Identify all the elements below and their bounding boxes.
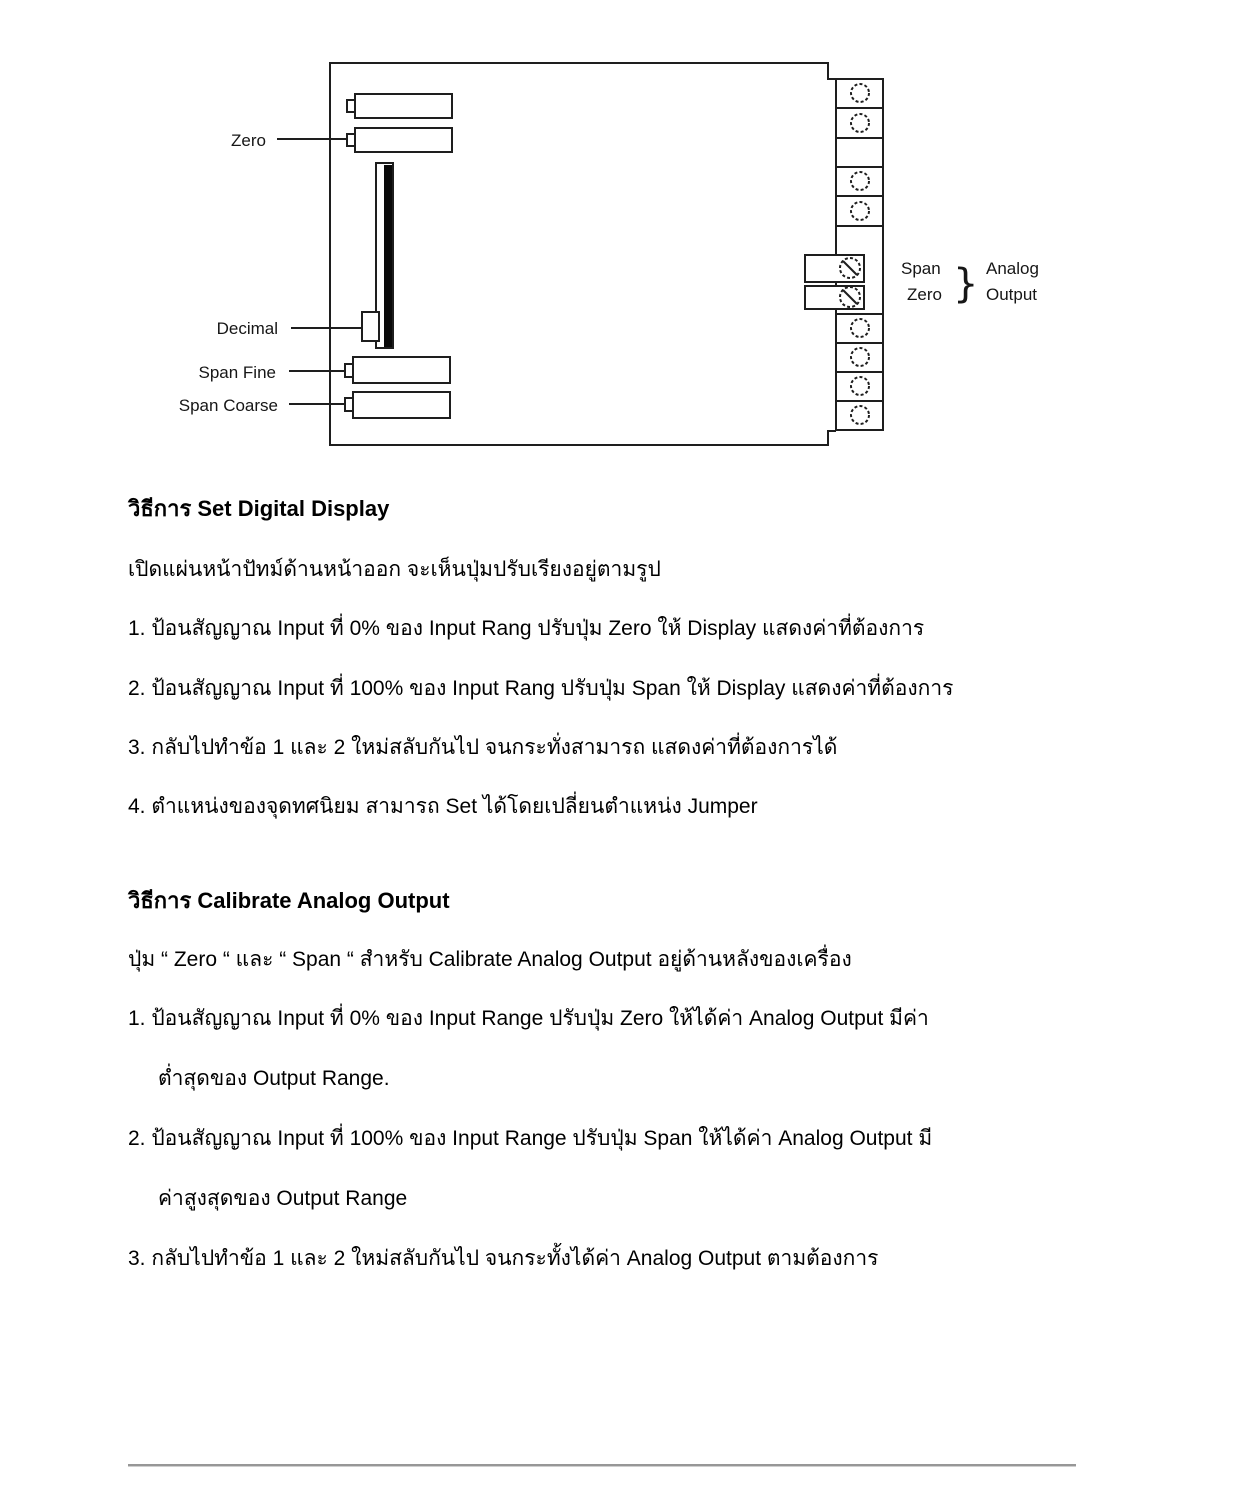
analog-output-pots (805, 255, 864, 309)
jumper-strip (362, 163, 393, 348)
footer-divider (128, 1464, 1076, 1467)
section1-item-2: 2. ป้อนสัญญาณ Input ที่ 100% ของ Input Rang ปรับปุ่ม Span ให้ Display แสดงค่าที่ต้องการ (128, 677, 954, 700)
decimal-label: Decimal (216, 319, 278, 338)
section1-heading: วิธีการ Set Digital Display (128, 496, 390, 521)
figure-labels (179, 131, 1039, 415)
board-outline (330, 63, 836, 445)
section1-intro: เปิดแผ่นหน้าปัทม์ด้านหน้าออก จะเห็นปุ่มปรับเรียงอยู่ตามรูป (128, 558, 661, 581)
zero-pot (355, 128, 452, 152)
span-fine-pot (353, 357, 450, 383)
section2-item-2: 2. ป้อนสัญญาณ Input ที่ 100% ของ Input Range ปรับปุ่ม Span ให้ได้ค่า Analog Output มี (128, 1127, 933, 1150)
section2-heading: วิธีการ Calibrate Analog Output (128, 888, 450, 913)
output-label: Output (986, 285, 1038, 304)
zero-pot-label: Zero (231, 131, 266, 150)
top-pot (355, 94, 452, 118)
section2-item-1: 1. ป้อนสัญญาณ Input ที่ 0% ของ Input Range ปรับปุ่ม Zero ให้ได้ค่า Analog Output มีค่า (128, 1007, 929, 1030)
span-back-label: Span (901, 259, 941, 278)
section2-item-2-continued: ค่าสูงสุดของ Output Range (158, 1187, 408, 1210)
section2-item-3: 3. กลับไปทำข้อ 1 และ 2 ใหม่สลับกันไป จนกระทั้งได้ค่า Analog Output ตามต้องการ (128, 1247, 879, 1270)
section2-intro: ปุ่ม “ Zero “ และ “ Span “ สำหรับ Calibrate Analog Output อยู่ด้านหลังของเครื่อง (128, 948, 852, 971)
section1-item-3: 3. กลับไปทำข้อ 1 และ 2 ใหม่สลับกันไป จนกระทั่งสามารถ แสดงค่าที่ต้องการได้ (128, 736, 838, 759)
device-board-figure (0, 0, 1240, 470)
brace-glyph: } (953, 261, 979, 307)
decimal-jumper (362, 312, 379, 341)
section1-item-4: 4. ตำแหน่งของจุดทศนิยม สามารถ Set ได้โดยเปลี่ยนตำแหน่ง Jumper (128, 795, 758, 818)
zero-back-label: Zero (907, 285, 942, 304)
span-fine-label: Span Fine (198, 363, 276, 382)
front-pots (345, 94, 452, 418)
section2-item-1-continued: ต่ำสุดของ Output Range. (158, 1067, 390, 1090)
span-coarse-label: Span Coarse (178, 396, 278, 415)
section1-item-1: 1. ป้อนสัญญาณ Input ที่ 0% ของ Input Rang ปรับปุ่ม Zero ให้ Display แสดงค่าที่ต้องการ (128, 617, 925, 640)
span-coarse-pot (353, 392, 450, 418)
analog-label: Analog (986, 259, 1039, 278)
